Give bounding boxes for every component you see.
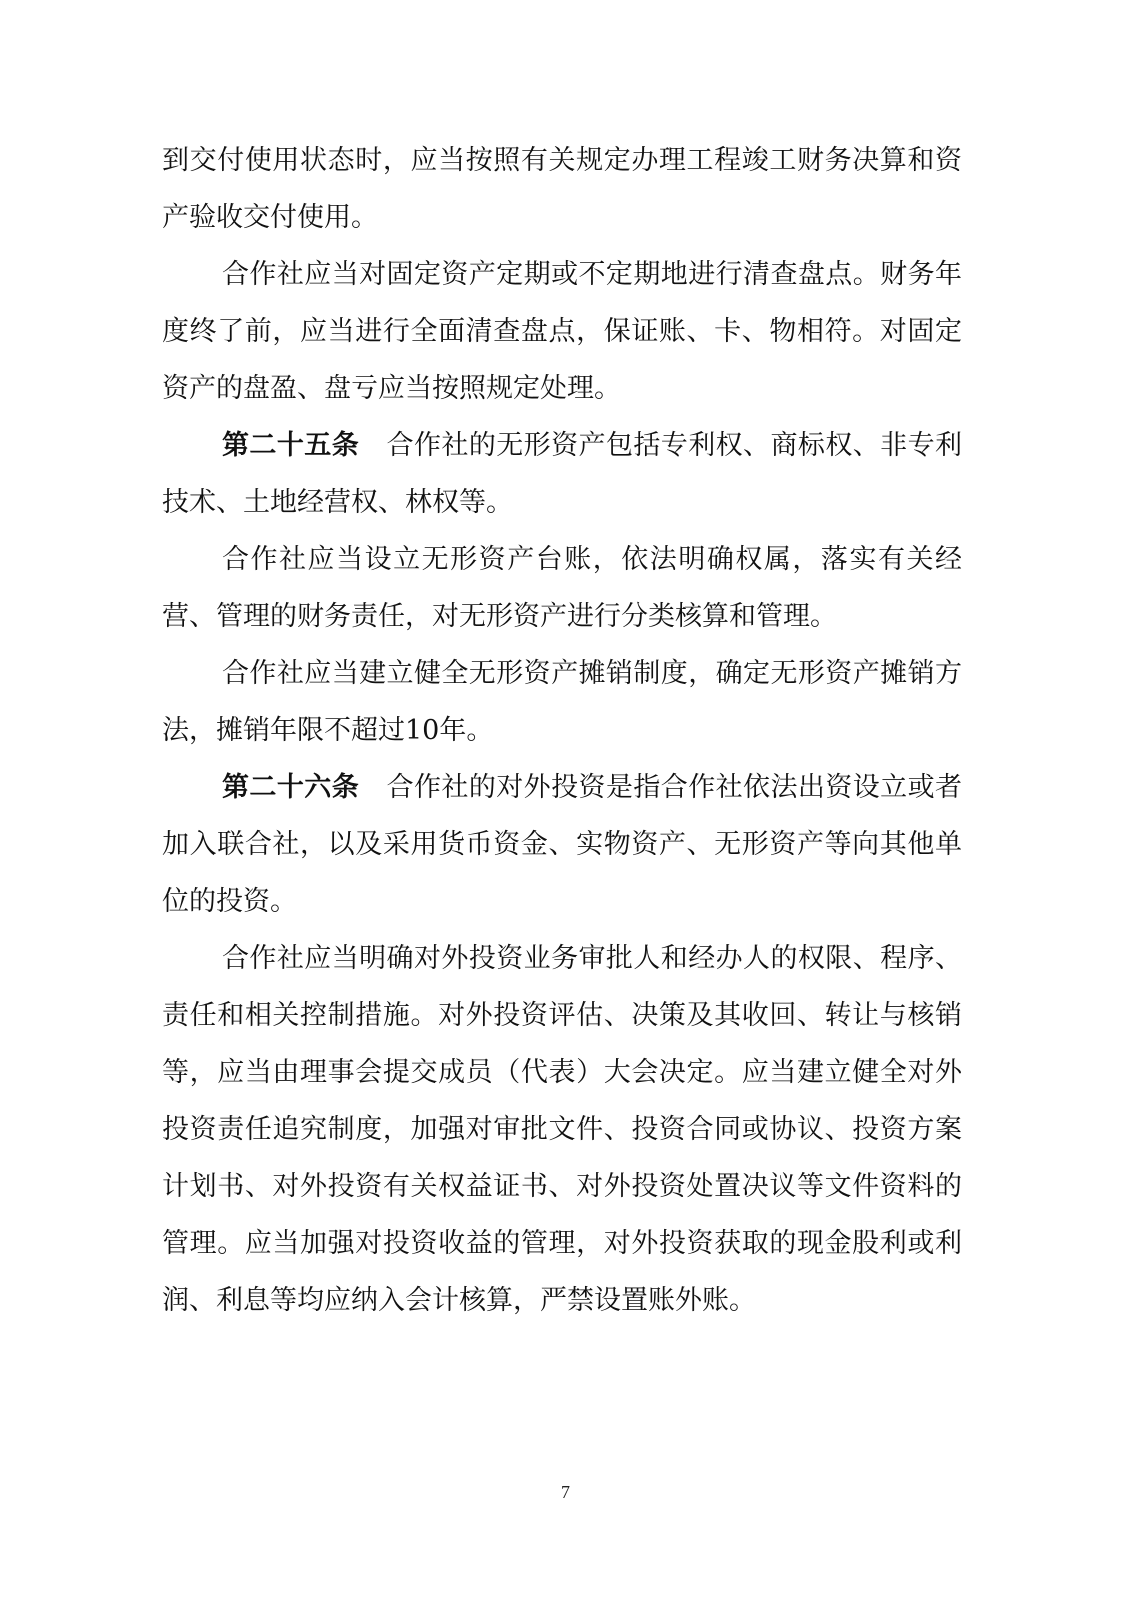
paragraph-text: 合作社的无形资产包括专利权、商标权、非专利技术、土地经营权、林权等。 xyxy=(162,430,963,518)
paragraph-investment-control xyxy=(162,930,962,1329)
document-body xyxy=(162,132,962,1329)
paragraph-intangible-ledger xyxy=(162,531,962,645)
paragraph-text: 合作社的对外投资是指合作社依法出资设立或者加入联合社，以及采用货币资金、实物资产、无形资产等向其他单位的投资。 xyxy=(162,772,963,917)
paragraph-fixed-asset-inventory xyxy=(162,246,962,417)
article-heading: 第二十六条 xyxy=(222,772,360,803)
paragraph-text: 合作社应当对固定资产定期或不定期地进行清查盘点。财务年度终了前，应当进行全面清查盘点，保证账、卡、物相符。对固定资产的盘盈、盘亏应当按照规定处理。 xyxy=(162,259,962,404)
paragraph-text: 合作社应当建立健全无形资产摊销制度，确定无形资产摊销方法，摊销年限不超过10年。 xyxy=(162,658,962,746)
paragraph-text: 合作社应当明确对外投资业务审批人和经办人的权限、程序、责任和相关控制措施。对外投资评估、决策及其收回、转让与核销等，应当由理事会提交成员（代表）大会决定。应当建立健全对外投资责任追究制度，加强对审批文件、投资合同或协议、投资方案计划书、对外投资有关权益证书、对外投资处置决议等文件资料的管理。应当加强对投资收益的管理，对外投资获取的现金股利或利润、利息等均应纳入会计核算，严禁设置账外账。 xyxy=(162,943,962,1316)
paragraph-text: 到交付使用状态时，应当按照有关规定办理工程竣工财务决算和资产验收交付使用。 xyxy=(162,145,962,233)
article-25 xyxy=(162,417,962,531)
paragraph-continuation xyxy=(162,132,962,246)
article-26 xyxy=(162,759,962,930)
article-heading: 第二十五条 xyxy=(222,430,360,461)
paragraph-amortization xyxy=(162,645,962,759)
page-number: 7 xyxy=(561,1482,570,1502)
paragraph-text: 合作社应当设立无形资产台账，依法明确权属，落实有关经营、管理的财务责任，对无形资产进行分类核算和管理。 xyxy=(162,544,962,632)
